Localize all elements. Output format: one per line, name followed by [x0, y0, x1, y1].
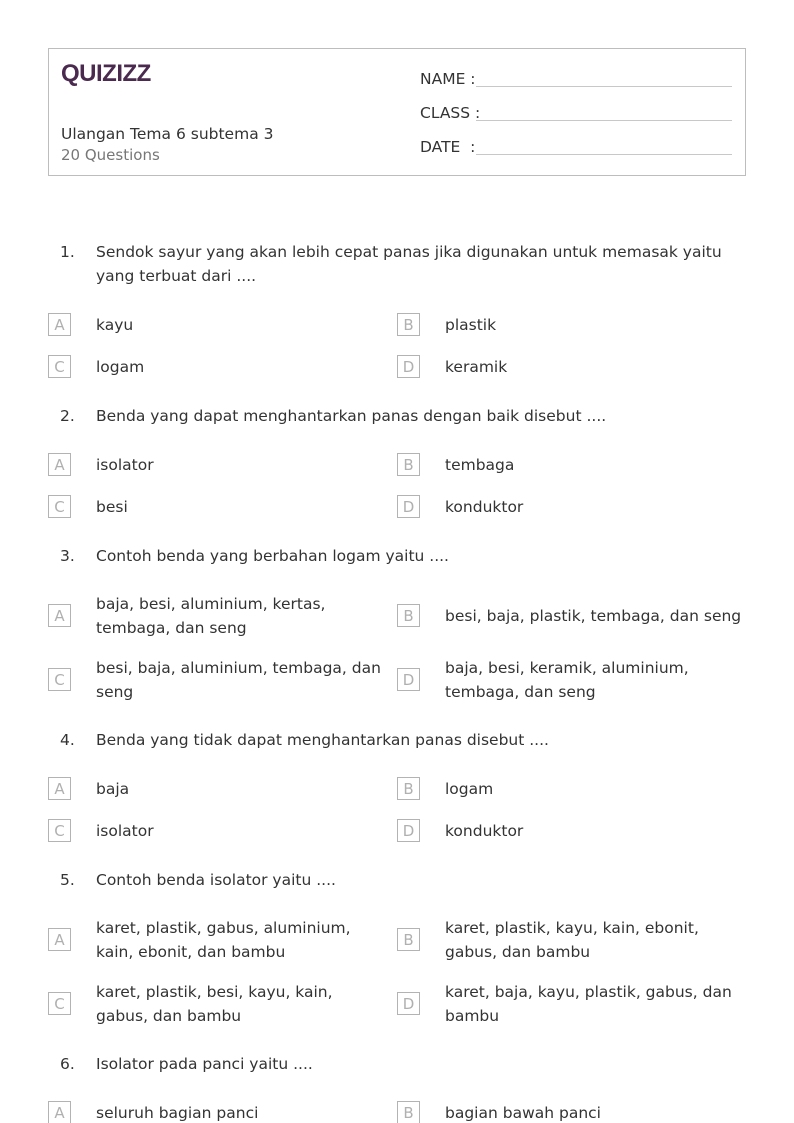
quizizz-logo: [61, 59, 153, 87]
option-text: besi, baja, aluminium, tembaga, dan seng: [96, 659, 381, 701]
option-text: konduktor: [445, 498, 524, 516]
option-text: karet, plastik, kayu, kain, ebonit, gabus, dan bambu: [445, 919, 699, 961]
option-letter-box: C: [48, 819, 71, 842]
question-count: 20 Questions: [61, 146, 160, 164]
question-text: Benda yang dapat menghantarkan panas dengan baik disebut ....: [96, 407, 607, 425]
option-letter-box: B: [397, 313, 420, 336]
question-number: 1.: [60, 243, 75, 261]
option-text: tembaga: [445, 456, 515, 474]
option-letter-box: A: [48, 453, 71, 476]
class-field: [420, 99, 732, 123]
option-text: keramik: [445, 358, 508, 376]
option-letter-box: A: [48, 604, 71, 627]
option-text: karet, plastik, besi, kayu, kain, gabus, dan bambu: [96, 983, 333, 1025]
option-text: isolator: [96, 456, 154, 474]
date-label: DATE :: [420, 138, 476, 156]
worksheet-title: Ulangan Tema 6 subtema 3: [61, 125, 274, 143]
option-text: seluruh bagian panci: [96, 1104, 259, 1122]
option-text: karet, baja, kayu, plastik, gabus, dan bambu: [445, 983, 732, 1025]
question-text: Contoh benda isolator yaitu ....: [96, 871, 336, 889]
option-text: bagian bawah panci: [445, 1104, 601, 1122]
question-number: 4.: [60, 731, 75, 749]
option-letter-box: D: [397, 355, 420, 378]
class-label: CLASS :: [420, 104, 481, 122]
option-letter-box: C: [48, 355, 71, 378]
option-text: kayu: [96, 316, 134, 334]
option-text: logam: [445, 780, 494, 798]
name-label: NAME :: [420, 70, 476, 88]
date-line: [476, 135, 732, 155]
option-text: besi, baja, plastik, tembaga, dan seng: [445, 607, 742, 625]
option-letter-box: D: [397, 992, 420, 1015]
question-number: 3.: [60, 547, 75, 565]
option-letter-box: B: [397, 928, 420, 951]
option-text: besi: [96, 498, 128, 516]
name-field: [420, 65, 732, 89]
option-letter-box: B: [397, 777, 420, 800]
option-letter-box: B: [397, 453, 420, 476]
option-text: isolator: [96, 822, 154, 840]
option-letter-box: A: [48, 928, 71, 951]
name-line: [476, 67, 732, 87]
option-text: konduktor: [445, 822, 524, 840]
question-number: 2.: [60, 407, 75, 425]
option-letter-box: A: [48, 777, 71, 800]
question-number: 6.: [60, 1055, 75, 1073]
option-text: baja: [96, 780, 130, 798]
option-text: baja, besi, aluminium, kertas, tembaga, dan seng: [96, 595, 326, 637]
option-text: plastik: [445, 316, 497, 334]
question-text: Benda yang tidak dapat menghantarkan panas disebut ....: [96, 731, 549, 749]
question-text: Isolator pada panci yaitu ....: [96, 1055, 313, 1073]
option-text: baja, besi, keramik, aluminium, tembaga, dan seng: [445, 659, 689, 701]
option-letter-box: D: [397, 495, 420, 518]
option-letter-box: A: [48, 1101, 71, 1123]
date-field: [420, 133, 732, 157]
option-letter-box: C: [48, 495, 71, 518]
option-letter-box: D: [397, 819, 420, 842]
option-letter-box: D: [397, 668, 420, 691]
option-letter-box: B: [397, 604, 420, 627]
option-letter-box: A: [48, 313, 71, 336]
option-text: logam: [96, 358, 145, 376]
svg-text:QUIZIZZ: QUIZIZZ: [61, 60, 151, 87]
question-text: Contoh benda yang berbahan logam yaitu ....: [96, 547, 449, 565]
option-text: karet, plastik, gabus, aluminium, kain, ebonit, dan bambu: [96, 919, 351, 961]
class-line: [476, 101, 732, 121]
worksheet-header: [48, 48, 746, 176]
option-letter-box: C: [48, 992, 71, 1015]
option-letter-box: B: [397, 1101, 420, 1123]
question-number: 5.: [60, 871, 75, 889]
question-text: Sendok sayur yang akan lebih cepat panas jika digunakan untuk memasak yaitu yang terbuat dari ....: [96, 243, 722, 285]
option-letter-box: C: [48, 668, 71, 691]
